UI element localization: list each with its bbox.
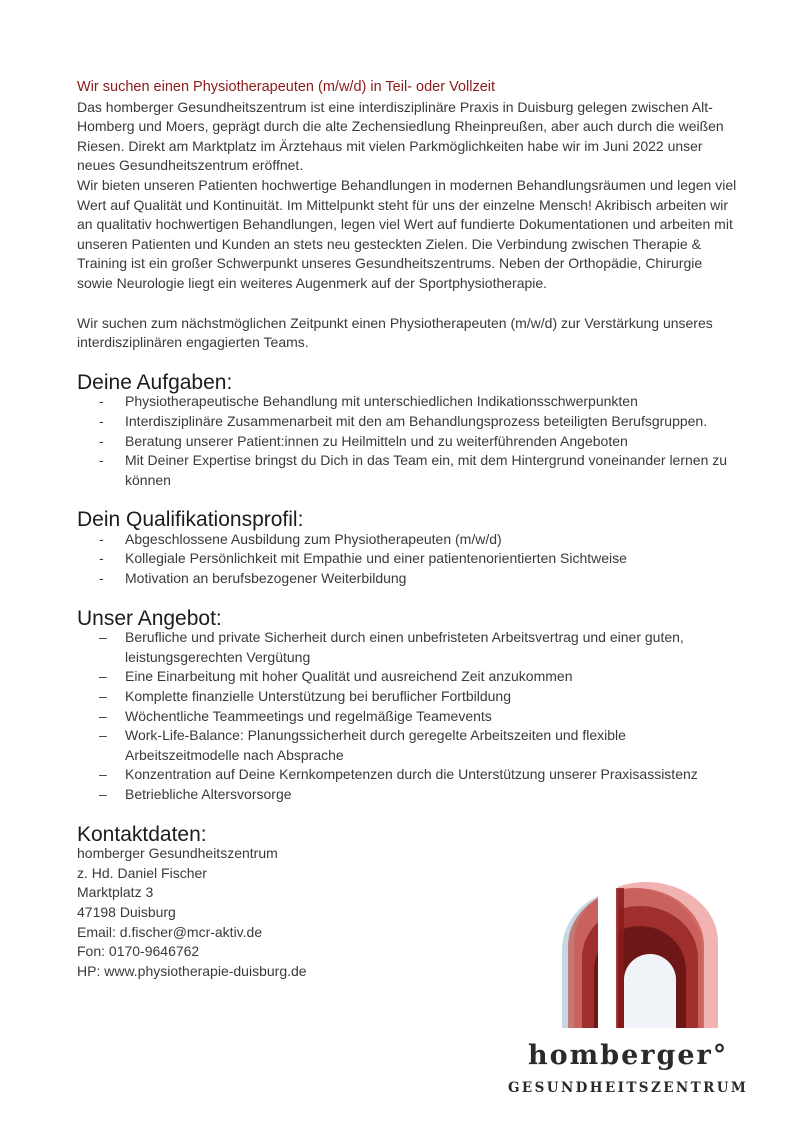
list-item	[77, 785, 737, 805]
list-item	[77, 530, 737, 550]
list-item-text: Beratung unserer Patient:innen zu Heilmitteln und zu weiterführenden Angeboten	[125, 432, 628, 449]
list-item	[77, 707, 737, 727]
logo-subtitle: GESUNDHEITSZENTRUM	[508, 1080, 749, 1096]
list-item-text: Motivation an berufsbezogener Weiterbildung	[125, 570, 407, 587]
contact-phone: Fon: 0170-9646762	[77, 943, 200, 960]
list-item-text: Komplette finanzielle Unterstützung bei beruflicher Fortbildung	[125, 688, 511, 705]
contact-website[interactable]: HP: www.physiotherapie-duisburg.de	[77, 962, 307, 979]
offer-list	[77, 628, 737, 804]
list-item	[77, 412, 737, 432]
contact-heading: Kontaktdaten:	[77, 822, 207, 846]
bullet-dash: –	[99, 629, 107, 646]
logo-h-icon	[554, 880, 724, 1028]
list-item	[77, 726, 737, 765]
bullet-dash: -	[99, 432, 104, 449]
list-item-text: Betriebliche Altersvorsorge	[125, 786, 292, 802]
bullet-dash: –	[99, 727, 107, 744]
list-item	[77, 569, 737, 589]
list-item-text: Abgeschlossene Ausbildung zum Physiotherapeuten (m/w/d)	[125, 530, 502, 547]
bullet-dash: -	[99, 452, 104, 469]
bullet-dash: -	[99, 570, 104, 587]
contact-email[interactable]: Email: d.fischer@mcr-aktiv.de	[77, 923, 263, 940]
list-item	[77, 549, 737, 569]
bullet-dash: -	[99, 550, 104, 567]
bullet-dash: –	[99, 668, 107, 685]
list-item	[77, 451, 737, 490]
offer-heading: Unser Angebot:	[77, 606, 222, 630]
contact-city: 47198 Duisburg	[77, 903, 176, 920]
list-item	[77, 765, 737, 785]
list-item-text: Konzentration auf Deine Kernkompetenzen durch die Unterstützung unserer Praxisassistenz	[125, 766, 698, 783]
list-item-text: Physiotherapeutische Behandlung mit unterschiedlichen Indikationsschwerpunkten	[125, 393, 638, 410]
list-item-text: Eine Einarbeitung mit hoher Qualität und ausreichend Zeit anzukommen	[125, 668, 573, 685]
bullet-dash: –	[99, 766, 107, 783]
bullet-dash: –	[99, 786, 107, 802]
list-item-text: Berufliche und private Sicherheit durch einen unbefristeten Arbeitsvertrag und einer guten, leistungsgerechten Vergütung	[125, 629, 684, 665]
bullet-dash: –	[99, 707, 107, 724]
list-item-text: Work-Life-Balance: Planungssicherheit durch geregelte Arbeitszeiten und flexible Arbeitszeitmodelle nach Absprache	[125, 727, 626, 763]
tasks-heading: Deine Aufgaben:	[77, 370, 233, 394]
contact-company: homberger Gesundheitszentrum	[77, 845, 278, 862]
job-posting	[77, 78, 737, 981]
bullet-dash: -	[99, 412, 104, 429]
search-paragraph: Wir suchen zum nächstmöglichen Zeitpunkt einen Physiotherapeuten (m/w/d) zur Verstärkung unseres interdisziplinären engagierten Teams.	[77, 314, 713, 351]
tasks-list	[77, 392, 737, 490]
profile-list	[77, 530, 737, 589]
list-item	[77, 392, 737, 412]
list-item	[77, 687, 737, 707]
profile-heading: Dein Qualifikationsprofil:	[77, 508, 304, 532]
logo	[504, 880, 774, 1100]
contact-street: Marktplatz 3	[77, 884, 154, 901]
list-item	[77, 628, 737, 667]
list-item-text: Mit Deiner Expertise bringst du Dich in das Team ein, mit dem Hintergrund voneinander lernen zu können	[125, 452, 728, 488]
list-item-text: Interdisziplinäre Zusammenarbeit mit den am Behandlungsprozess beteiligten Berufsgruppen.	[125, 412, 708, 429]
bullet-dash: -	[99, 393, 104, 410]
intro-paragraph-2: Wir bieten unseren Patienten hochwertige Behandlungen in modernen Behandlungsräumen und legen viel Wert auf Qualität und Kontinuität. Im Mittelpunkt steht für uns der einzelne Mensch! Akribisch arbeiten wir an qualitativ hochwertigen Behandlungen, legen viel Wert auf fundierte Dokumentationen und arbeiten mit unseren Patienten und Kunden an stets neu gesteckten Zielen. Die Verbindung zwischen Therapie & Training ist ein großer Schwerpunkt unseres Gesundheitszentrums. Neben der Orthopädie, Chirurgie sowie Neurologie liegt ein weiteres Augenmerk auf der Sportphysiotherapie.	[77, 176, 737, 291]
list-item	[77, 667, 737, 687]
bullet-dash: –	[99, 688, 107, 705]
list-item-text: Wöchentliche Teammeetings und regelmäßige Teamevents	[125, 707, 492, 724]
page-title: Wir suchen einen Physiotherapeuten (m/w/d) in Teil- oder Vollzeit	[77, 79, 496, 95]
bullet-dash: -	[99, 530, 104, 547]
list-item	[77, 432, 737, 452]
logo-wordmark: homberger°	[528, 1040, 729, 1071]
list-item-text: Kollegiale Persönlichkeit mit Empathie und einer patientenorientierten Sichtweise	[125, 550, 627, 567]
intro-paragraph-1: Das homberger Gesundheitszentrum ist eine interdisziplinäre Praxis in Duisburg gelegen zwischen Alt-Homberg und Moers, geprägt durch die alte Zechensiedlung Rheinpreußen, aber auch durch die weißen Riesen. Direkt am Marktplatz im Ärztehaus mit vielen Parkmöglichkeiten habe wir im Juni 2022 unser neues Gesundheitszentrum eröffnet.	[77, 98, 724, 174]
contact-person: z. Hd. Daniel Fischer	[77, 864, 207, 881]
